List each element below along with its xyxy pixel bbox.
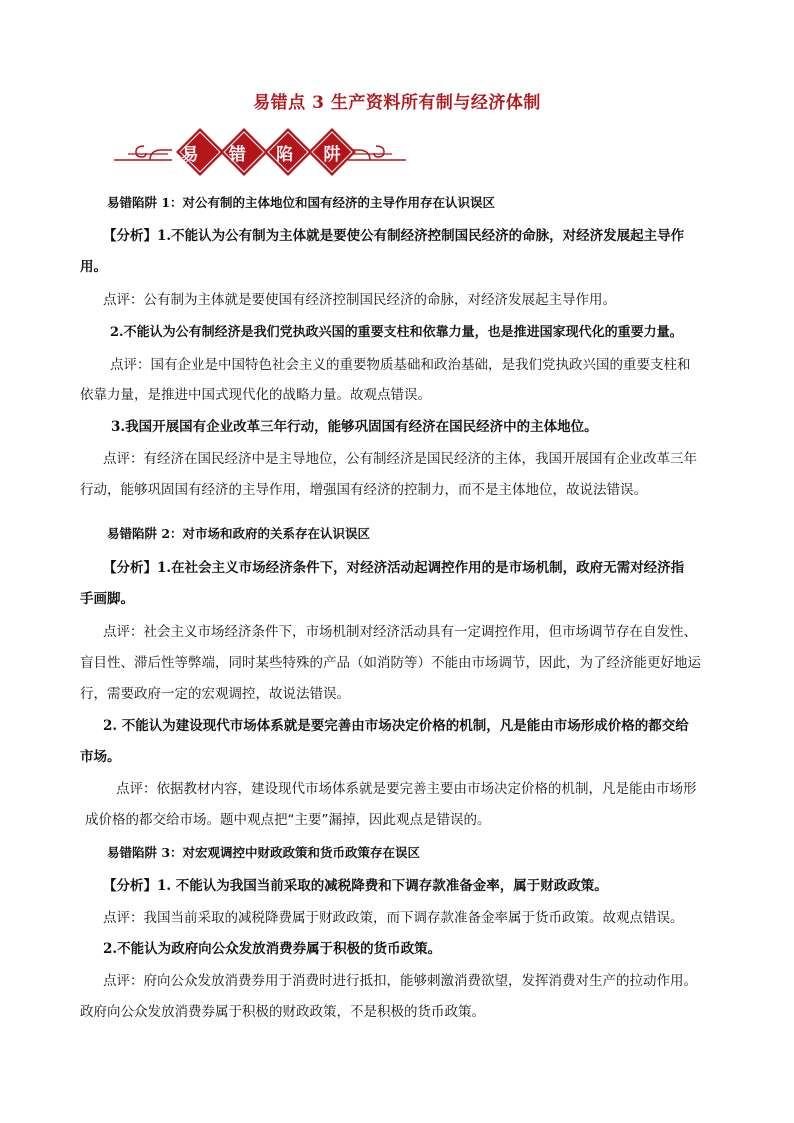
trap2-analysis-1-line1: 【分析】1.在社会主义市场经济条件下，对经济活动起调控作用的是市场机制，政府无需对经济指: [103, 560, 685, 576]
trap1-comment-3-line1: 点评：有经济在国民经济中是主导地位，公有制经济是国民经济的主体，我国开展国有企业改革三年: [103, 451, 697, 467]
banner-char-4: 阱: [323, 144, 341, 165]
trap1-comment-2-line1: 点评：国有企业是中国特色社会主义的重要物质基础和政治基础，是我们党执政兴国的重要支柱和: [110, 357, 691, 373]
trap3-analysis-2: 2.不能认为政府向公众发放消费券属于积极的货币政策。: [103, 941, 442, 957]
banner-char-3: 陷: [276, 144, 294, 165]
trap-banner: [110, 126, 410, 178]
trap2-comment-2-line2: 成价格的都交给市场。题中观点把“主要”漏掉，因此观点是错误的。: [85, 812, 491, 828]
trap2-analysis-2-line2: 市场。: [80, 749, 121, 765]
trap3-analysis-1: 【分析】1. 不能认为我国当前采取的减税降费和下调存款准备金率，属于财政政策。: [103, 878, 608, 894]
trap3-comment-2-line2: 政府向公众发放消费券属于积极的财政政策，不是积极的货币政策。: [80, 1004, 485, 1020]
trap1-comment-2-line2: 依靠力量，是推进中国式现代化的战略力量。故观点错误。: [80, 387, 431, 403]
trap2-heading: 易错陷阱 2：对市场和政府的关系存在认识误区: [107, 526, 371, 541]
trap1-heading: 易错陷阱 1：对公有制的主体地位和国有经济的主导作用存在认识误区: [107, 195, 496, 210]
trap2-analysis-2-line1: 2. 不能认为建设现代市场体系就是要完善由市场决定价格的机制，凡是能由市场形成价格的都交给: [103, 718, 689, 734]
banner-char-2: 错: [228, 144, 246, 165]
trap1-comment-3-line2: 行动，能够巩固国有经济的主导作用，增强国有经济的控制力，而不是主体地位，故说法错误。: [80, 482, 647, 498]
trap3-heading: 易错陷阱 3：对宏观调控中财政政策和货币政策存在误区: [107, 845, 421, 860]
trap2-analysis-1-line2: 手画脚。: [80, 591, 134, 607]
trap2-comment-1-line2: 盲目性、滞后性等弊端，同时某些特殊的产品（如消防等）不能由市场调节，因此，为了经济能更好地运: [80, 655, 701, 671]
page-title: 易错点 3 生产资料所有制与经济体制: [253, 93, 541, 113]
trap1-analysis-1-line1: 【分析】1.不能认为公有制为主体就是要使公有制经济控制国民经济的命脉，对经济发展起主导作: [103, 228, 685, 244]
trap2-comment-1-line3: 行，需要政府一定的宏观调控，故说法错误。: [80, 686, 350, 702]
trap1-analysis-3: 3.我国开展国有企业改革三年行动，能够巩固国有经济在国民经济中的主体地位。: [111, 419, 598, 435]
trap3-comment-1: 点评：我国当前采取的减税降费属于财政政策，而下调存款准备金率属于货币政策。故观点错误。: [103, 910, 684, 926]
trap2-comment-2-line1: 点评：依据教材内容，建设现代市场体系就是要完善主要由市场决定价格的机制，凡是能由市场形: [116, 781, 697, 797]
trap1-analysis-2: 2.不能认为公有制经济是我们党执政兴国的重要支柱和依靠力量，也是推进国家现代化的重要力量。: [110, 325, 683, 340]
banner-char-1: 易: [181, 144, 199, 165]
trap3-comment-2-line1: 点评：府向公众发放消费券用于消费时进行抵扣，能够刺激消费欲望，发挥消费对生产的拉动作用。: [103, 973, 697, 989]
trap2-comment-1-line1: 点评：社会主义市场经济条件下，市场机制对经济活动具有一定调控作用，但市场调节存在自发性、: [103, 624, 697, 640]
trap1-comment-1: 点评：公有制为主体就是要使国有经济控制国民经济的命脉，对经济发展起主导作用。: [103, 292, 616, 308]
trap1-analysis-1-line2: 用。: [80, 259, 107, 275]
